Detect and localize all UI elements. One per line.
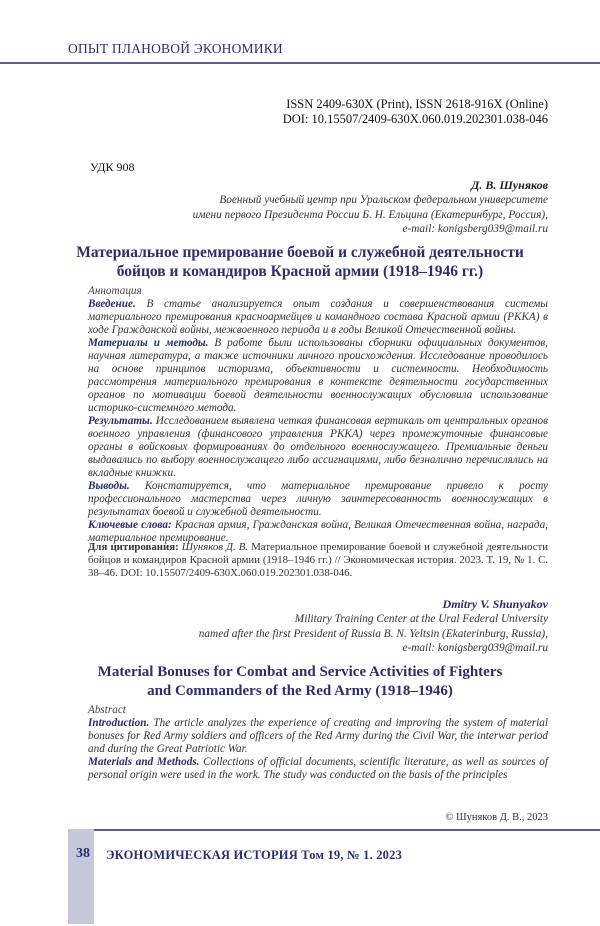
methods-text: В работе были использованы сборники официальных документов, научная литература, а также источники личного происхождения. Исследование проводилось на основе принципов историзма, объективности и системности. Необходимость рассмотрения материального премирования в контексте деятельности государственных органов по мотивации боевой деятельности военнослужащих обусловила использование историко-системного метода.: [88, 337, 548, 414]
footer-page-tab: [68, 829, 94, 924]
citation-author: Шуняков Д. В.: [178, 541, 249, 553]
results-text: Исследованием выявлена четкая финансовая вертикаль от центральных органов военного управления (финансового управления РККА) через промежуточные финансовые органы в войсковых формированиях до отдельного военнослужащего. Премиальные деньги выдавались по выбору военнослужащего либо ассигнациями, либо безналично перечислялись на вкладные книжки.: [88, 415, 548, 479]
methods-label: Materials and Methods.: [88, 756, 200, 768]
author-ru: Д. В. Шуняков: [471, 178, 548, 192]
results-label: Результаты.: [88, 415, 153, 427]
intro-label: Введение.: [88, 298, 136, 310]
affiliation-line: named after the first President of Russia B. N. Yeltsin (Ekaterinburg, Russia),: [198, 627, 548, 640]
conclusions-text: Констатируется, что материальное премирование привело к росту профессионального мастерства через личную заинтересованность военнослужащих в результатах боевой и служебной деятельности.: [88, 480, 548, 518]
article-title-ru: [60, 243, 540, 281]
annotation-label: Аннотация: [88, 285, 142, 297]
journal-footer: ЭКОНОМИЧЕСКАЯ ИСТОРИЯ Том 19, № 1. 2023: [106, 848, 403, 862]
title-line: бойцов и командиров Красной армии (1918–1946 гг.): [116, 263, 484, 280]
abstract-en: [88, 704, 548, 782]
intro-text: The article analyzes the experience of creating and improving the system of material bonuses for Red Army soldiers and officers of the Red Army during the Civil War, the interwar period and during the Great Patriotic War.: [88, 717, 548, 755]
title-line: Material Bonuses for Combat and Service Activities of Fighters: [97, 664, 503, 680]
intro-label: Introduction.: [88, 717, 150, 729]
intro-paragraph-en: [88, 717, 548, 756]
conclusions-paragraph-ru: [88, 480, 548, 519]
affiliation-en: [168, 612, 548, 656]
affiliation-ru: [168, 193, 548, 237]
email-en[interactable]: e-mail: konigsberg039@mail.ru: [402, 642, 548, 654]
keywords-label: Ключевые слова:: [88, 519, 172, 531]
article-title-en: [60, 663, 540, 701]
methods-text: Collections of official documents, scientific literature, as well as sources of personal origin were used in the work. The study was conducted on the basis of the principles: [88, 756, 548, 781]
copyright: © Шуняков Д. В., 2023: [445, 812, 548, 823]
title-line: and Commanders of the Red Army (1918–1946): [147, 683, 453, 699]
title-line: Материальное премирование боевой и служебной деятельности: [76, 244, 524, 261]
doi-line: DOI: 10.15507/2409-630X.060.019.202301.038-046: [282, 112, 548, 126]
page-number: 38: [76, 846, 90, 861]
affiliation-line: Military Training Center at the Ural Federal University: [294, 613, 548, 625]
email-ru[interactable]: e-mail: konigsberg039@mail.ru: [402, 223, 548, 235]
intro-text: В статье анализируется опыт создания и совершенствования системы материального премирования красноармейцев и командного состава Красной армии (РККА) в ходе Гражданской войны, межвоенного периода и в годы Великой Отечественной войны.: [88, 298, 548, 336]
conclusions-label: Выводы.: [88, 480, 130, 492]
footer-rule: [68, 829, 600, 831]
methods-paragraph-en: [88, 756, 548, 782]
methods-label: Материалы и методы.: [88, 337, 209, 349]
abstract-label: Abstract: [88, 704, 126, 716]
results-paragraph-ru: [88, 415, 548, 480]
methods-paragraph-ru: [88, 337, 548, 415]
citation-text: Материальное премирование боевой и служебной деятельности бойцов и командиров Красной армии (1918–1946 гг.) // Экономическая история. 2023. Т. 19, № 1. С. 38–46. DOI: 10.15507/2409-630X.060.019.202301.038-046.: [88, 541, 548, 579]
header-rule: [0, 62, 600, 64]
affiliation-line: Военный учебный центр при Уральском федеральном университете: [219, 194, 548, 206]
annotation-ru: [88, 285, 548, 545]
running-header: ОПЫТ ПЛАНОВОЙ ЭКОНОМИКИ: [68, 41, 283, 56]
citation-label: Для цитирования:: [88, 541, 179, 553]
citation-block: [88, 541, 548, 580]
issn-block: [283, 97, 548, 127]
udk-code: УДК 908: [90, 160, 135, 174]
intro-paragraph-ru: [88, 298, 548, 337]
affiliation-line: имени первого Президента России Б. Н. Ельцина (Екатеринбург, Россия),: [192, 208, 548, 221]
issn-line: ISSN 2409-630X (Print), ISSN 2618-916X (Online): [286, 97, 548, 111]
keywords-text: Красная армия, Гражданская война, Великая Отечественная война, награда, материальное премирование.: [88, 519, 548, 544]
author-en: Dmitry V. Shunyakov: [442, 597, 548, 611]
